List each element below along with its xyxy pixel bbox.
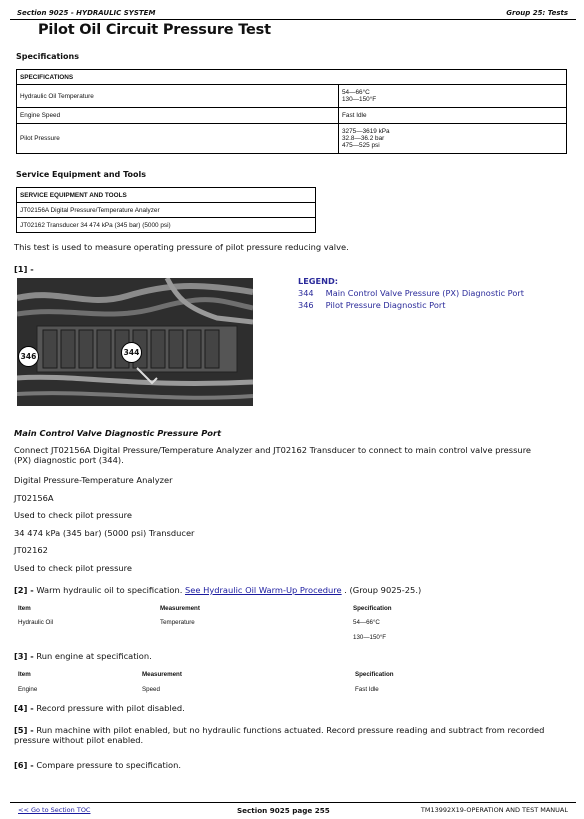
step-4: [4] - Record pressure with pilot disabled. <box>14 703 185 713</box>
spec-label: Hydraulic Oil Temperature <box>17 85 339 108</box>
tools-table <box>16 187 316 233</box>
callout-344: 344 <box>121 342 142 363</box>
valve-photo <box>17 278 253 406</box>
connect-text: Connect JT02156A Digital Pressure/Temperature Analyzer and JT02162 Transducer to connect to main control valve pressure (PX) diagnostic port (344). <box>14 445 532 465</box>
tool-line: 34 474 kPa (345 bar) (5000 psi) Transducer <box>14 528 195 538</box>
intro-text: This test is used to measure operating pressure of pilot pressure reducing valve. <box>14 242 349 252</box>
table2-spec: 130—150°F <box>353 634 387 641</box>
tools-table-header: SERVICE EQUIPMENT AND TOOLS <box>17 188 316 203</box>
step-2: [2] - Warm hydraulic oil to specification. See Hydraulic Oil Warm-Up Procedure . (Group 9025-25.) <box>14 585 422 595</box>
tool-line: Used to check pilot pressure <box>14 510 132 520</box>
section-header: Section 9025 - HYDRAULIC SYSTEM <box>17 9 156 17</box>
specifications-table <box>16 69 567 154</box>
table3-measurement: Speed <box>142 686 160 693</box>
spec-value: Fast Idle <box>339 108 567 124</box>
group-header: Group 25: Tests <box>506 9 568 17</box>
table2-spec: 54—66°C <box>353 619 380 626</box>
tool-line: JT02162 <box>14 545 48 555</box>
legend-item: 346 Pilot Pressure Diagnostic Port <box>298 300 446 310</box>
spec-label: Engine Speed <box>17 108 339 124</box>
table2-item: Hydraulic Oil <box>18 619 54 626</box>
header-rule <box>10 19 576 20</box>
table3-header-specification: Specification <box>355 671 394 678</box>
step-6: [6] - Compare pressure to specification. <box>14 760 182 770</box>
tool-row: JT02156A Digital Pressure/Temperature Analyzer <box>17 203 316 218</box>
step-3: [3] - Run engine at specification. <box>14 651 152 661</box>
legend-title: LEGEND: <box>298 276 339 286</box>
table2-header-specification: Specification <box>353 605 392 612</box>
table3-item: Engine <box>18 686 38 693</box>
spec-value: 54—66°C 130—150°F <box>339 85 567 108</box>
table2-header-measurement: Measurement <box>160 605 200 612</box>
table3-header-item: Item <box>18 671 31 678</box>
manual-title: TM13992X19-OPERATION AND TEST MANUAL <box>420 806 568 814</box>
step-1-label: [1] - <box>14 264 34 274</box>
warm-up-procedure-link[interactable]: See Hydraulic Oil Warm-Up Procedure <box>184 585 342 595</box>
port-heading: Main Control Valve Diagnostic Pressure Port <box>14 428 222 438</box>
tool-line: JT02156A <box>14 493 54 503</box>
spec-value: 3275—3619 kPa 32.8—36.2 bar 475—525 psi <box>339 124 567 154</box>
page-number: Section 9025 page 255 <box>237 806 330 815</box>
tools-heading: Service Equipment and Tools <box>16 170 146 179</box>
callout-346: 346 <box>18 346 39 367</box>
tool-row: JT02162 Transducer 34 474 kPa (345 bar) (5000 psi) <box>17 218 316 233</box>
spec-label: Pilot Pressure <box>17 124 339 154</box>
table2-measurement: Temperature <box>160 619 195 626</box>
specifications-heading: Specifications <box>16 52 79 61</box>
legend-item: 344 Main Control Valve Pressure (PX) Diagnostic Port <box>298 288 524 298</box>
page-title: Pilot Oil Circuit Pressure Test <box>38 22 271 38</box>
footer-rule <box>10 802 576 803</box>
table3-header-measurement: Measurement <box>142 671 182 678</box>
step-5: [5] - Run machine with pilot enabled, but no hydraulic functions actuated. Record pressure reading and subtract from recorded pressure without pilot enabled. <box>14 725 545 745</box>
table2-header-item: Item <box>18 605 31 612</box>
specifications-table-header: SPECIFICATIONS <box>17 70 567 85</box>
table3-spec: Fast Idle <box>355 686 379 693</box>
tool-line: Used to check pilot pressure <box>14 563 132 573</box>
section-toc-link[interactable]: << Go to Section TOC <box>18 806 91 814</box>
tool-line: Digital Pressure-Temperature Analyzer <box>14 475 173 485</box>
